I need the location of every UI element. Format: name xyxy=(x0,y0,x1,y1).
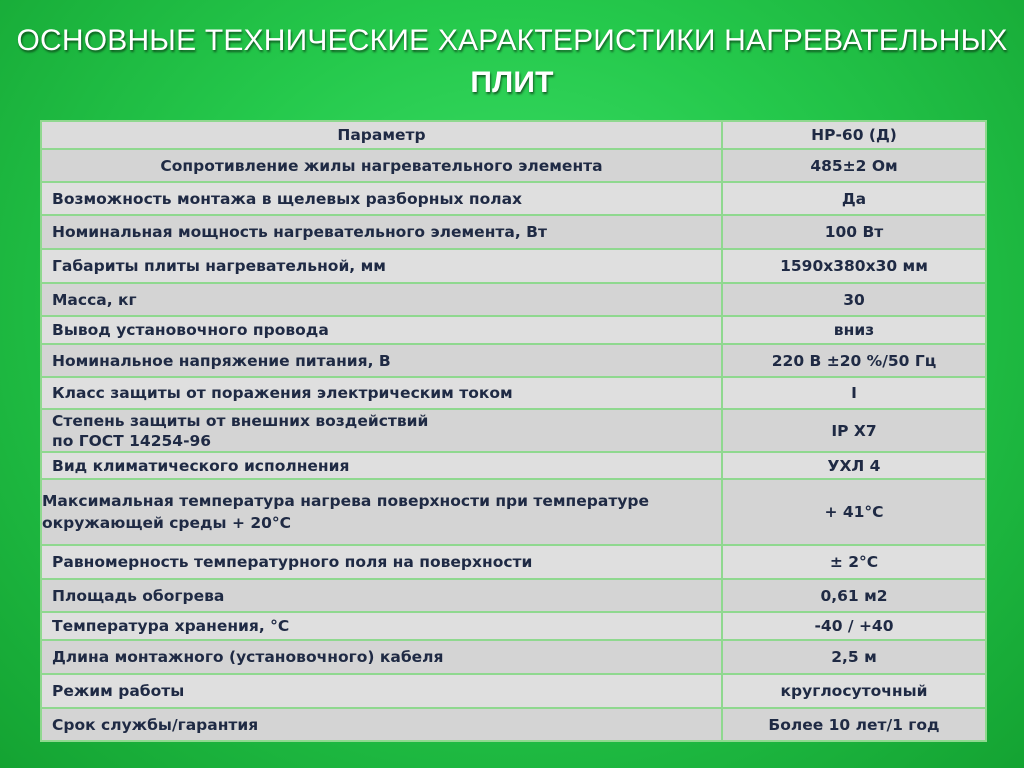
table-header-row xyxy=(41,121,986,149)
value-cell: I xyxy=(722,377,986,409)
value-cell: IP X7 xyxy=(722,409,986,452)
value-cell: 0,61 м2 xyxy=(722,579,986,612)
param-cell: Вид климатического исполнения xyxy=(41,452,722,479)
value-cell: УХЛ 4 xyxy=(722,452,986,479)
value-cell: 485±2 Ом xyxy=(722,149,986,182)
table-row xyxy=(41,409,986,452)
value-cell: 30 xyxy=(722,283,986,316)
param-cell: Равномерность температурного поля на поверхности xyxy=(41,545,722,579)
param-cell: Степень защиты от внешних воздействий по ГОСТ 14254-96 xyxy=(41,409,722,452)
page-title-line2: ПЛИТ xyxy=(470,66,554,99)
param-cell: Максимальная температура нагрева поверхности при температуре окружающей среды + 20°С xyxy=(41,479,722,545)
table-row xyxy=(41,452,986,479)
table-row xyxy=(41,249,986,283)
param-cell: Срок службы/гарантия xyxy=(41,708,722,741)
column-header-param: Параметр xyxy=(41,121,722,149)
table-row xyxy=(41,215,986,249)
value-cell: 100 Вт xyxy=(722,215,986,249)
table-row xyxy=(41,377,986,409)
param-cell: Сопротивление жилы нагревательного элемента xyxy=(41,149,722,182)
table-row xyxy=(41,612,986,640)
column-header-value: НР-60 (Д) xyxy=(722,121,986,149)
value-cell: 2,5 м xyxy=(722,640,986,674)
param-cell: Номинальная мощность нагревательного элемента, Вт xyxy=(41,215,722,249)
table-row xyxy=(41,640,986,674)
table-row xyxy=(41,545,986,579)
value-cell: вниз xyxy=(722,316,986,344)
param-cell: Длина монтажного (установочного) кабеля xyxy=(41,640,722,674)
value-cell: 220 В ±20 %/50 Гц xyxy=(722,344,986,377)
value-cell: ± 2°С xyxy=(722,545,986,579)
page-title-line1: ОСНОВНЫЕ ТЕХНИЧЕСКИЕ ХАРАКТЕРИСТИКИ НАГРЕВАТЕЛЬНЫХ xyxy=(16,24,1008,57)
param-cell: Возможность монтажа в щелевых разборных полах xyxy=(41,182,722,215)
table-row xyxy=(41,674,986,708)
value-cell: 1590х380х30 мм xyxy=(722,249,986,283)
table-row xyxy=(41,182,986,215)
table-row xyxy=(41,344,986,377)
param-cell: Класс защиты от поражения электрическим током xyxy=(41,377,722,409)
table-row xyxy=(41,283,986,316)
param-cell: Габариты плиты нагревательной, мм xyxy=(41,249,722,283)
value-cell: Более 10 лет/1 год xyxy=(722,708,986,741)
param-cell: Вывод установочного провода xyxy=(41,316,722,344)
spec-table xyxy=(40,120,987,742)
value-cell: круглосуточный xyxy=(722,674,986,708)
table-row xyxy=(41,479,986,545)
table-row xyxy=(41,579,986,612)
table-row xyxy=(41,149,986,182)
param-cell: Температура хранения, °С xyxy=(41,612,722,640)
table-row xyxy=(41,708,986,741)
page-title xyxy=(0,22,1024,102)
value-cell: + 41°С xyxy=(722,479,986,545)
param-cell: Масса, кг xyxy=(41,283,722,316)
value-cell: Да xyxy=(722,182,986,215)
param-cell: Номинальное напряжение питания, В xyxy=(41,344,722,377)
table-row xyxy=(41,316,986,344)
param-cell: Площадь обогрева xyxy=(41,579,722,612)
value-cell: -40 / +40 xyxy=(722,612,986,640)
param-cell: Режим работы xyxy=(41,674,722,708)
